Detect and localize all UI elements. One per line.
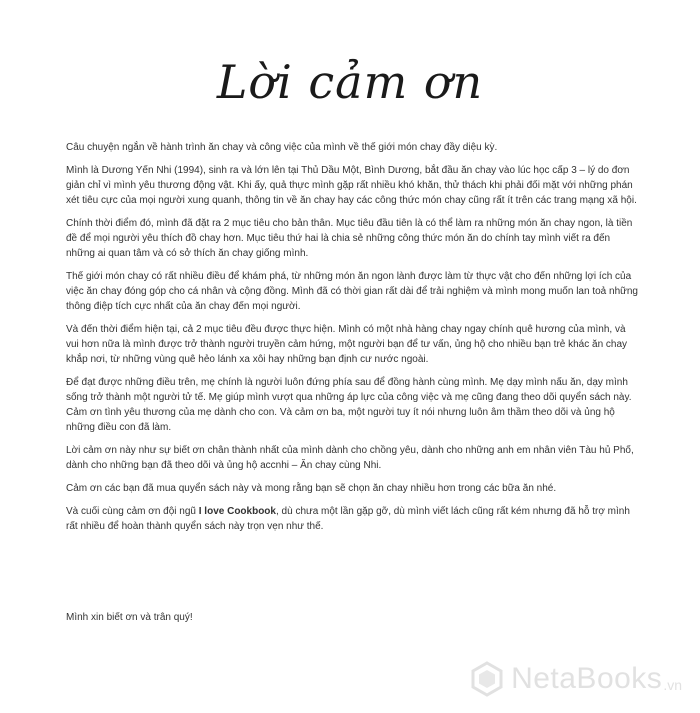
brand-name-bold: I love Cookbook — [198, 506, 276, 517]
paragraph: Chính thời điểm đó, mình đã đặt ra 2 mục tiêu cho bản thân. Mục tiêu đầu tiên là có thể làm ra những món ăn chay ngon, là tiền đề để mọi người yêu thích đồ chay hơn. Mục tiêu thứ hai là chia sẻ những công thức món ăn do chính tay mình viết ra đến những ai quan tâm và có sở thích ăn chay giống mình. — [66, 218, 633, 259]
paragraph: Lời cảm ơn này như sự biết ơn chân thành nhất của mình dành cho chồng yêu, dành cho những anh em nhân viên Tàu hủ Phố, dành cho những bạn đã theo dõi và ủng hộ accnhi – Ăn chay cùng Nhi. — [66, 445, 634, 471]
paragraph: Thế giới món chay có rất nhiều điều để khám phá, từ những món ăn ngon lành được làm từ thực vật cho đến những lợi ích của việc ăn chay đóng góp cho cá nhân và cộng đồng. Mình đã có thời gian rất dài để trải nghiệm và mình mong muốn lan toả những thông điệp tích cực nhất của ăn chay đến mọi người. — [66, 271, 638, 312]
signoff: Mình xin biết ơn và trân quý! — [66, 612, 193, 623]
watermark-domain: .vn — [663, 677, 682, 693]
watermark — [469, 661, 682, 697]
paragraph: Cảm ơn các bạn đã mua quyển sách này và mong rằng bạn sẽ chọn ăn chay nhiều hơn trong các bữa ăn nhé. — [66, 483, 557, 494]
netabooks-logo-icon — [469, 661, 505, 697]
page-title: Lời cảm ơn — [216, 55, 484, 109]
paragraph-last-before: Và cuối cùng cảm ơn đội ngũ — [66, 506, 199, 517]
paragraph: Và đến thời điểm hiện tại, cả 2 mục tiêu đều được thực hiện. Mình có một nhà hàng chay ngay chính quê hương của mình, và vui hơn nữa là mình được trở thành người truyền cảm hứng, một người bạn để tư vấn, ủng hộ cho nhiều bạn trẻ khác ăn chay khắp nơi, từ những vùng quê hẻo lánh xa xôi hay những bạn định cư nước ngoài. — [66, 324, 628, 365]
body-text — [66, 140, 638, 542]
paragraph: Mình là Dương Yến Nhi (1994), sinh ra và lớn lên tại Thủ Dầu Một, Bình Dương, bắt đầu ăn chay vào lúc học cấp 3 – lý do đơn giản chỉ vì mình yêu thương động vật. Khi ấy, quả thực mình gặp rất nhiều khó khăn, thử thách khi phải đối mặt với những phán xét tiêu cực của mọi người xung quanh, thông tin về ăn chay hay các công thức món chay cũng rất ít trên các trang mạng xã hội. — [66, 165, 637, 206]
paragraph-last-after: , dù chưa một lần gặp gỡ, dù mình viết lách cũng rất kém nhưng đã hỗ trợ mình rất nhiều để hoàn thành quyển sách này trọn vẹn như thế. — [66, 506, 630, 532]
paragraph: Để đạt được những điều trên, mẹ chính là người luôn đứng phía sau để đồng hành cùng mình. Mẹ dạy mình nấu ăn, dạy mình sống trở thành một người tử tế. Mẹ giúp mình vượt qua những áp lực của công việc và mẹ cũng đang theo dõi quyển sách này. Cảm ơn tình yêu thương của mẹ dành cho con. Và cảm ơn ba, một người tuy ít nói nhưng luôn âm thầm theo dõi và ủng hộ những điều con đã làm. — [66, 377, 632, 433]
paragraph: Câu chuyện ngắn về hành trình ăn chay và công việc của mình về thế giới món chay đầy diệu kỳ. — [66, 142, 498, 153]
paragraph-last — [66, 504, 638, 534]
watermark-brand: NetaBooks — [511, 662, 663, 695]
